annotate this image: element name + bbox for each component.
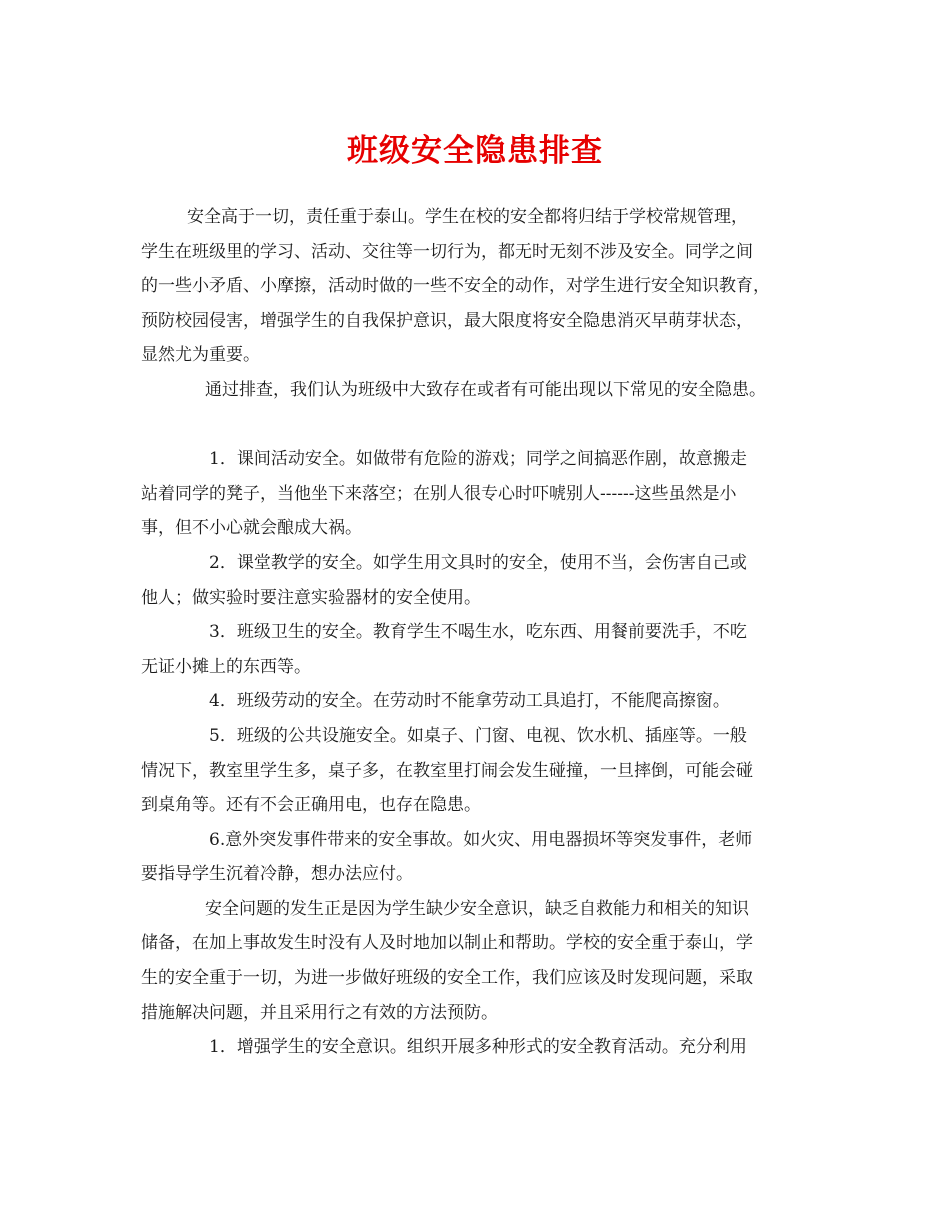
list-item-line: 2．课堂教学的安全。如学生用文具时的安全，使用不当，会伤害自己或 — [209, 552, 747, 573]
list-item-line: 6.意外突发事件带来的安全事故。如火灾、用电器损坏等突发事件，老师 — [209, 829, 753, 850]
paragraph-line: 安全问题的发生正是因为学生缺少安全意识，缺乏自救能力和相关的知识 — [205, 898, 749, 919]
paragraph-line: 预防校园侵害，增强学生的自我保护意识，最大限度将安全隐患消灭早萌芽状态， — [141, 310, 753, 331]
list-item-line: 站着同学的凳子，当他坐下来落空；在别人很专心时吓唬别人------这些虽然是小 — [141, 483, 737, 504]
paragraph-gap — [141, 408, 821, 443]
paragraph-line: 通过排查，我们认为班级中大致存在或者有可能出现以下常见的安全隐患。 — [205, 379, 766, 400]
paragraph-line: 的一些小矛盾、小摩擦，活动时做的一些不安全的动作，对学生进行安全知识教育， — [141, 276, 770, 297]
list-item-line: 1．增强学生的安全意识。组织开展多种形式的安全教育活动。充分利用 — [209, 1037, 747, 1058]
list-item-line: 要指导学生沉着冷静，想办法应付。 — [141, 864, 413, 885]
list-item-line: 情况下，教室里学生多，桌子多，在教室里打闹会发生碰撞，一旦摔倒，可能会碰 — [141, 760, 753, 781]
paragraph-line: 生的安全重于一切，为进一步做好班级的安全工作，我们应该及时发现问题，采取 — [141, 968, 753, 989]
list-item-line: 4．班级劳动的安全。在劳动时不能拿劳动工具追打，不能爬高擦窗。 — [209, 691, 730, 712]
document-title: 班级安全隐患排查 — [347, 133, 603, 169]
paragraph-line: 显然尤为重要。 — [141, 345, 260, 366]
list-item-line: 他人；做实验时要注意实验器材的安全使用。 — [141, 587, 481, 608]
paragraph-line: 储备，在加上事故发生时没有人及时地加以制止和帮助。学校的安全重于泰山，学 — [141, 933, 753, 954]
list-item-line: 3．班级卫生的安全。教育学生不喝生水，吃东西、用餐前要洗手，不吃 — [209, 622, 747, 643]
paragraph-line: 安全高于一切，责任重于泰山。学生在校的安全都将归结于学校常规管理， — [187, 207, 748, 227]
list-item-line: 5．班级的公共设施安全。如桌子、门窗、电视、饮水机、插座等。一般 — [209, 725, 747, 746]
paragraph-line: 措施解决问题，并且采用行之有效的方法预防。 — [141, 1002, 498, 1023]
list-item-line: 1．课间活动安全。如做带有危险的游戏；同学之间搞恶作剧，故意搬走 — [209, 449, 747, 470]
document-body — [141, 200, 821, 1065]
list-item-line: 事，但不小心就会酿成大祸。 — [141, 518, 362, 539]
paragraph-line: 学生在班级里的学习、活动、交往等一切行为，都无时无刻不涉及安全。同学之间 — [141, 241, 753, 262]
list-item-line: 无证小摊上的东西等。 — [141, 656, 311, 677]
list-item-line: 到桌角等。还有不会正确用电，也存在隐患。 — [141, 795, 481, 816]
